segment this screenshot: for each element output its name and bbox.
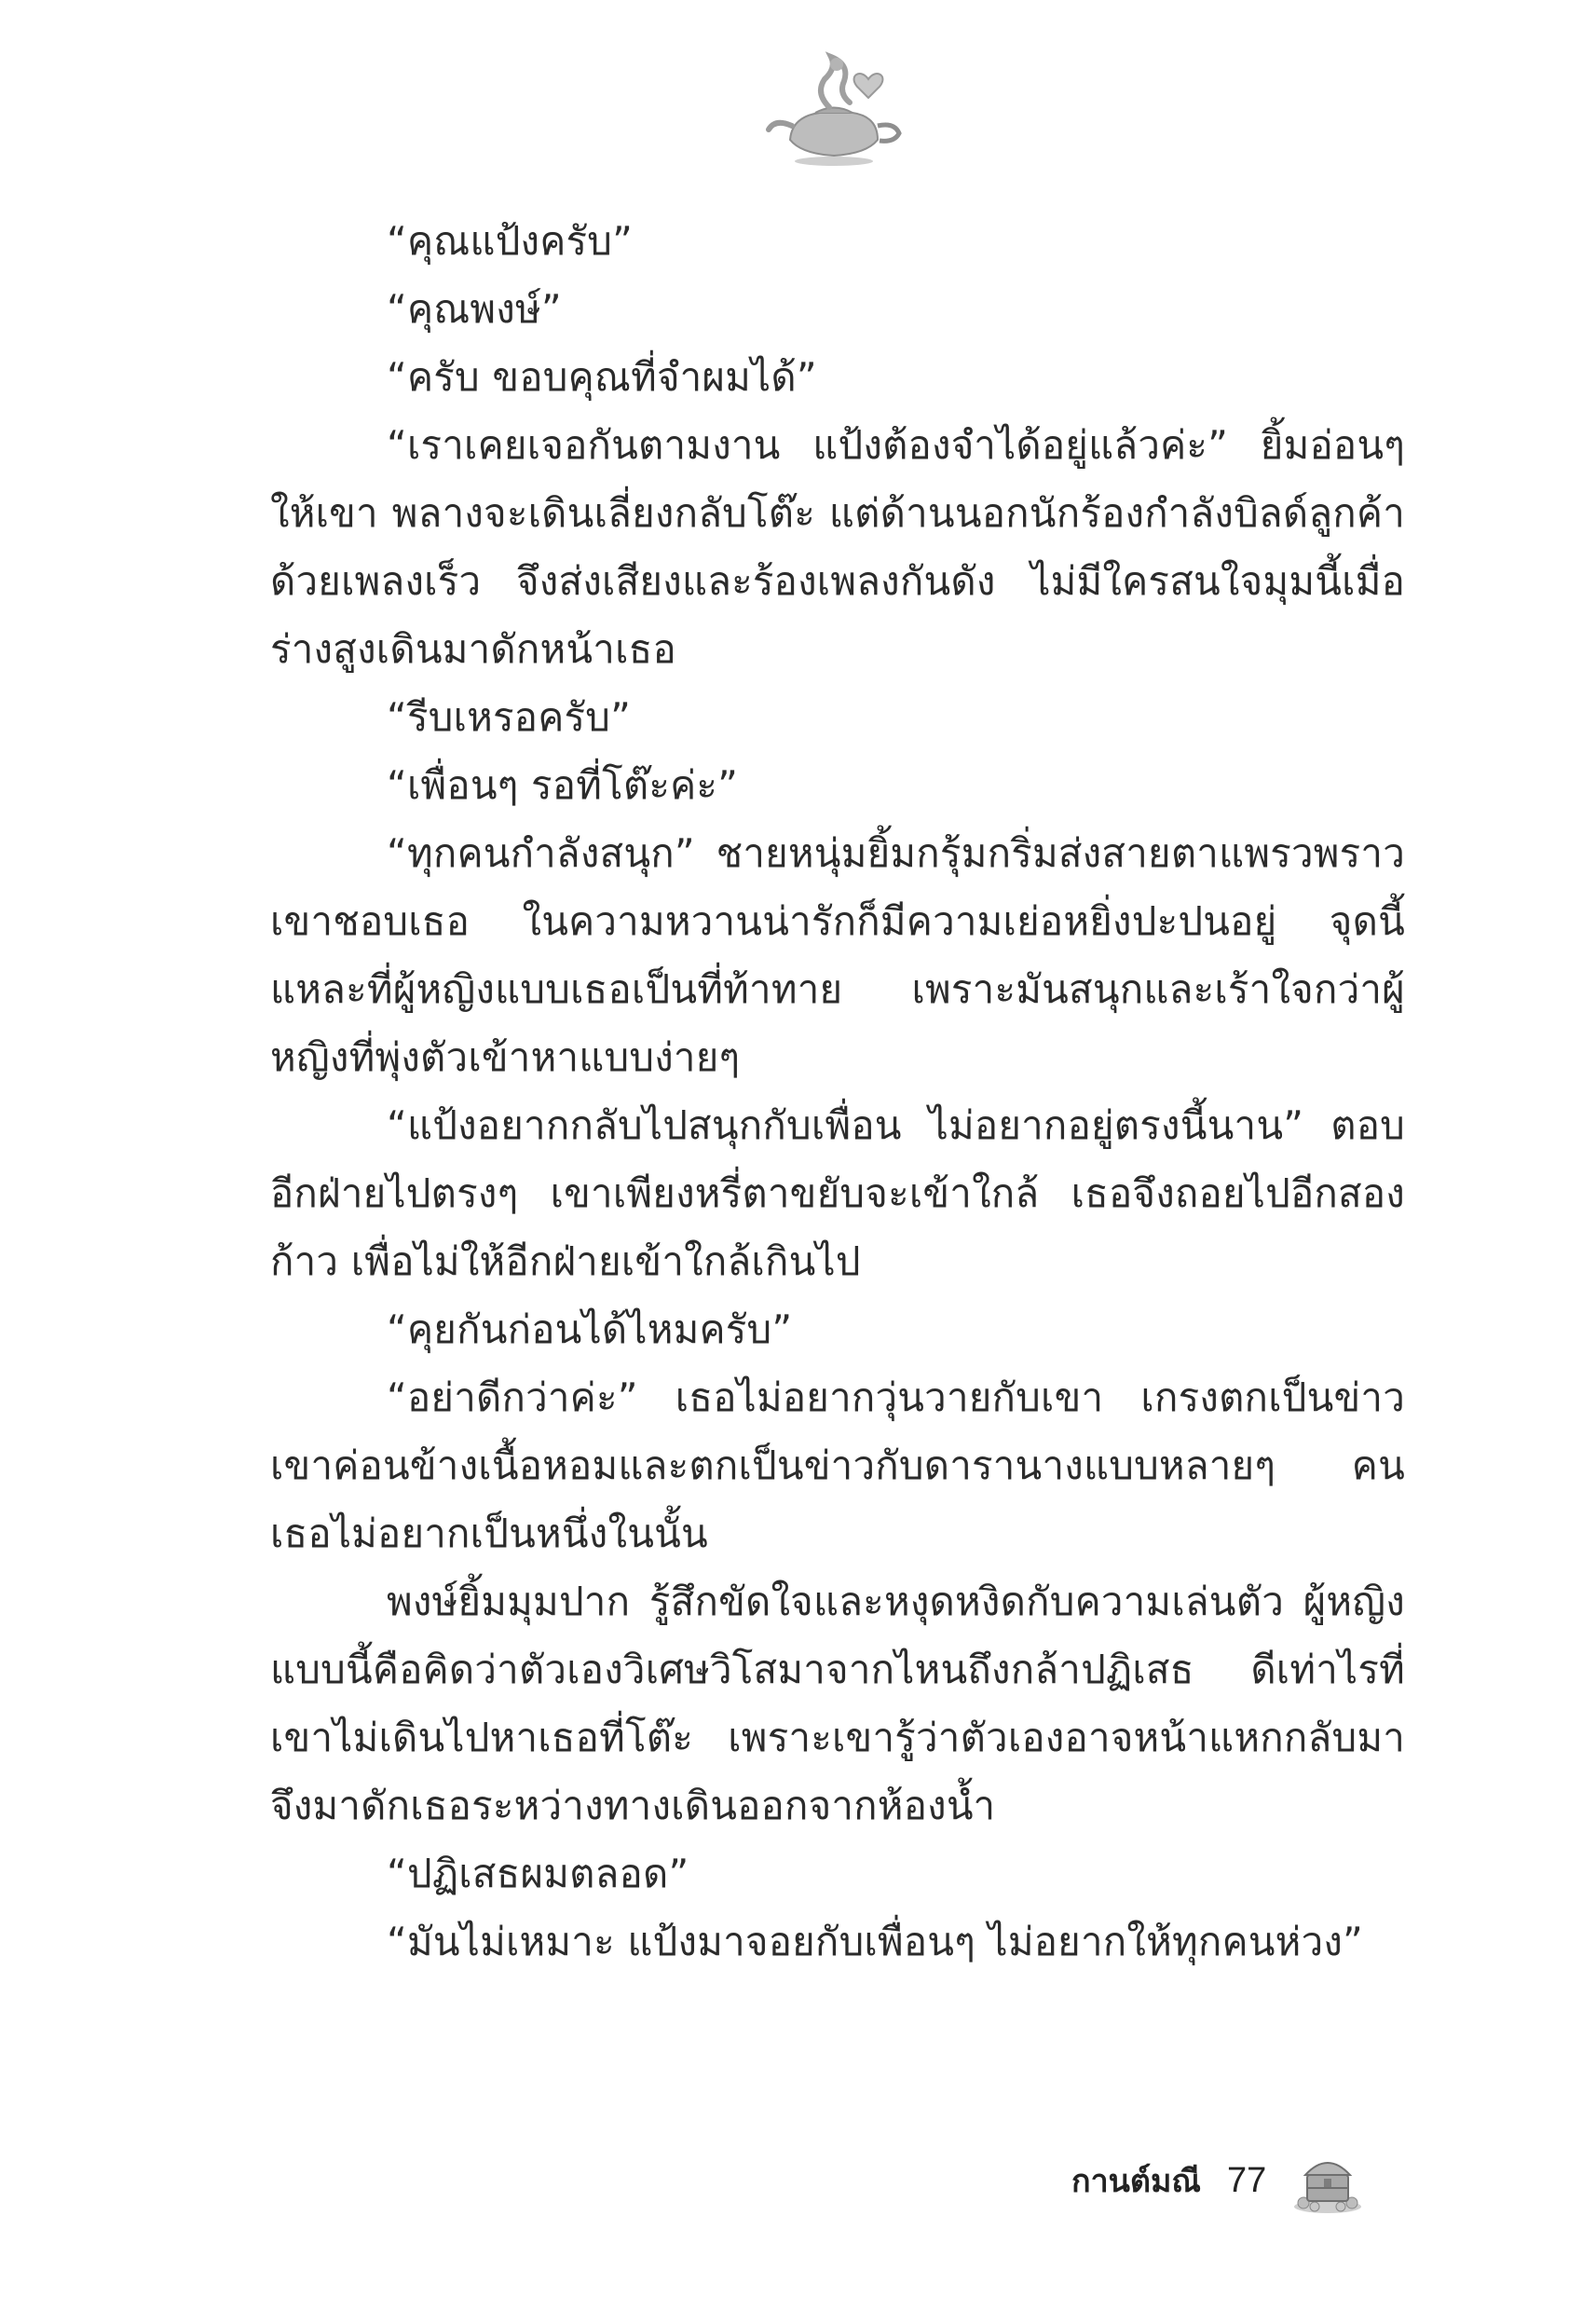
paragraph: “ปฏิเสธผมตลอด”	[387, 1851, 689, 1896]
paragraph: พงษ์ยิ้มมุมปาก รู้สึกขัดใจและหงุดหงิดกับความเล่นตัว ผู้หญิงแบบนี้คือคิดว่าตัวเองวิเศษวิโสมาจากไหนถึงกล้าปฏิเสธ ดีเท่าไรที่เขาไม่เดินไปหาเธอที่โต๊ะ เพราะเขารู้ว่าตัวเองอาจหน้าแหกกลับมา จึงมาดักเธอระหว่างทางเดินออกจากห้องน้ำ	[270, 1579, 1405, 1828]
book-title: กานต์มณี	[1071, 2163, 1201, 2200]
paragraph: “เราเคยเจอกันตามงาน แป้งต้องจำได้อยู่แล้วค่ะ” ยิ้มอ่อนๆ ให้เขา พลางจะเดินเลี่ยงกลับโต๊ะ แต่ด้านนอกนักร้องกำลังบิลด์ลูกค้าด้วยเพลงเร็ว จึงส่งเสียงและร้องเพลงกันดัง ไม่มีใครสนใจมุมนี้เมื่อร่างสูงเดินมาดักหน้าเธอ	[270, 422, 1405, 672]
page-footer	[1071, 2143, 1365, 2218]
paragraph: “มันไม่เหมาะ แป้งมาจอยกับเพื่อนๆ ไม่อยากให้ทุกคนห่วง”	[387, 1919, 1364, 1964]
paragraph: “ทุกคนกำลังสนุก” ชายหนุ่มยิ้มกรุ้มกริ่มส่งสายตาแพรวพราว เขาชอบเธอ ในความหวานน่ารักก็มีความเย่อหยิ่งปะปนอยู่ จุดนี้แหละที่ผู้หญิงแบบเธอเป็นที่ท้าทาย เพราะมันสนุกและเร้าใจกว่าผู้หญิงที่พุ่งตัวเข้าหาแบบง่ายๆ	[270, 830, 1405, 1080]
paragraph: “แป้งอยากกลับไปสนุกกับเพื่อน ไม่อยากอยู่ตรงนี้นาน” ตอบอีกฝ่ายไปตรงๆ เขาเพียงหรี่ตาขยับจะเข้าใกล้ เธอจึงถอยไปอีกสองก้าว เพื่อไม่ให้อีกฝ่ายเข้าใกล้เกินไป	[270, 1102, 1405, 1284]
paragraph: “คุณพงษ์”	[387, 286, 562, 332]
paragraph: “อย่าดีกว่าค่ะ” เธอไม่อยากวุ่นวายกับเขา เกรงตกเป็นข่าว เขาค่อนข้างเนื้อหอมและตกเป็นข่าวกับดารานางแบบหลายๆ คน เธอไม่อยากเป็นหนึ่งในนั้น	[270, 1374, 1405, 1556]
paragraph: “คุยกันก่อนได้ไหมครับ”	[387, 1306, 793, 1352]
page-number: 77	[1226, 2160, 1267, 2200]
paragraph: “รีบเหรอครับ”	[387, 694, 632, 740]
paragraph: “เพื่อนๆ รอที่โต๊ะค่ะ”	[387, 762, 739, 808]
treasure-chest-icon	[1290, 2147, 1365, 2214]
body-text	[270, 207, 1405, 1976]
paragraph: “ครับ ขอบคุณที่จำผมได้”	[387, 354, 817, 400]
paragraph: “คุณแป้งครับ”	[387, 218, 634, 264]
lamp-ornament-icon	[764, 51, 904, 168]
